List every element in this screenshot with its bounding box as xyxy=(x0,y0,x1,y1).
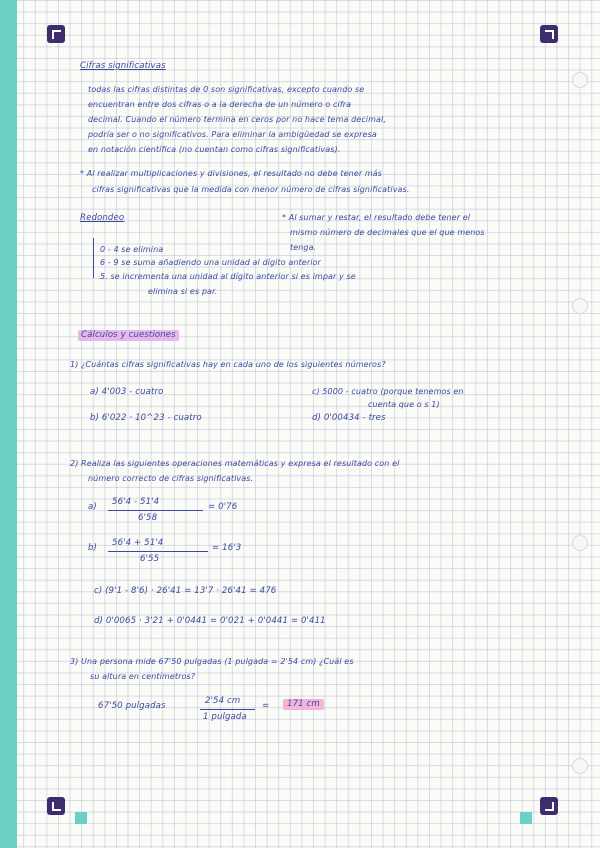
q2-b-fraction-bar xyxy=(108,551,208,552)
q1-answer-d: d) 0'00434 - tres xyxy=(312,413,386,423)
q2-answer-c: c) (9'1 - 8'6) · 26'41 = 13'7 · 26'41 = 476 xyxy=(94,586,277,596)
q3-prompt: 3) Una persona mide 67'50 pulgadas (1 pulgada = 2'54 cm) ¿Cuál es xyxy=(70,657,354,666)
redondeo-item: elimina si es par. xyxy=(148,287,218,296)
corner-mark-bottom-right-icon xyxy=(540,797,558,815)
teal-margin-strip xyxy=(0,0,17,848)
rule2-line: cifras significativas que la medida con menor número de cifras significativas. xyxy=(92,185,410,194)
corner-mark-top-right-icon xyxy=(540,25,558,43)
q2-label-b: b) xyxy=(88,543,98,553)
q1-answer-a: a) 4'003 - cuatro xyxy=(90,387,164,397)
punch-hole-bottom xyxy=(572,758,588,774)
redondeo-bracket xyxy=(93,238,94,278)
redondeo-item: 0 - 4 se elimina xyxy=(100,245,164,254)
teal-square-right-icon xyxy=(520,812,532,824)
q1-answer-c-cont: cuenta que o s 1) xyxy=(368,400,440,409)
corner-mark-bottom-left-icon xyxy=(47,797,65,815)
redondeo-note: * Al sumar y restar, el resultado debe tener el xyxy=(282,213,471,222)
q2-a-result: = 0'76 xyxy=(208,502,238,512)
page-title: Cifras significativas xyxy=(80,61,166,71)
q1-answer-c: c) 5000 - cuatro (porque tenemos en xyxy=(312,387,464,396)
q3-fraction-bar xyxy=(200,709,255,710)
q2-b-denominator: 6'55 xyxy=(140,554,160,564)
punch-hole-top xyxy=(572,72,588,88)
q2-prompt: 2) Realiza las siguientes operaciones matemáticas y expresa el resultado con el xyxy=(70,459,400,468)
q1-answer-b: b) 6'022 · 10^23 - cuatro xyxy=(90,413,202,423)
q3-result: 171 cm xyxy=(283,699,324,710)
q3-equals: = xyxy=(262,701,270,711)
q2-b-result: = 16'3 xyxy=(212,543,242,553)
redondeo-item: 6 - 9 se suma añadiendo una unidad al dígito anterior xyxy=(100,258,321,267)
teal-square-left-icon xyxy=(75,812,87,824)
redondeo-heading: Redondeo xyxy=(80,213,125,223)
punch-hole-middle xyxy=(572,298,588,314)
rule-line: en notación científica (no cuentan como cifras significativas). xyxy=(88,145,341,154)
punch-hole-lower xyxy=(572,535,588,551)
corner-mark-top-left-icon xyxy=(47,25,65,43)
rule-line: podría ser o no significativos. Para eliminar la ambigüedad se expresa xyxy=(88,130,377,139)
q2-a-denominator: 6'58 xyxy=(138,513,158,523)
q3-fraction-numerator: 2'54 cm xyxy=(205,696,241,706)
q2-b-numerator: 56'4 + 51'4 xyxy=(112,538,164,548)
rule2-line: * Al realizar multiplicaciones y divisiones, el resultado no debe tener más xyxy=(80,169,383,178)
section-heading: Cálculos y cuestiones xyxy=(78,330,179,341)
rule-line: decimal. Cuando el número termina en ceros por no hace tema decimal, xyxy=(88,115,386,124)
q2-a-numerator: 56'4 - 51'4 xyxy=(112,497,160,507)
q2-label-a: a) xyxy=(88,502,97,512)
rule-line: encuentran entre dos cifras o a la derecha de un número o cifra xyxy=(88,100,352,109)
q1-prompt: 1) ¿Cuántas cifras significativas hay en cada uno de los siguientes números? xyxy=(70,360,386,369)
redondeo-item: 5. se incrementa una unidad al dígito anterior si es impar y se xyxy=(100,272,356,281)
rule-line: todas las cifras distintas de 0 son significativas, excepto cuando se xyxy=(88,85,365,94)
q3-prompt-cont: su altura en centímetros? xyxy=(90,672,196,681)
q3-lhs: 67'50 pulgadas xyxy=(98,701,166,711)
q3-fraction-denominator: 1 pulgada xyxy=(203,712,247,722)
q2-prompt-cont: número correcto de cifras significativas. xyxy=(88,474,254,483)
redondeo-note: mismo número de decimales que el que menos xyxy=(290,228,485,237)
q2-answer-d: d) 0'0065 · 3'21 + 0'0441 = 0'021 + 0'0441 = 0'411 xyxy=(94,616,326,626)
q2-a-fraction-bar xyxy=(108,510,203,511)
redondeo-note: tenga. xyxy=(290,243,317,252)
